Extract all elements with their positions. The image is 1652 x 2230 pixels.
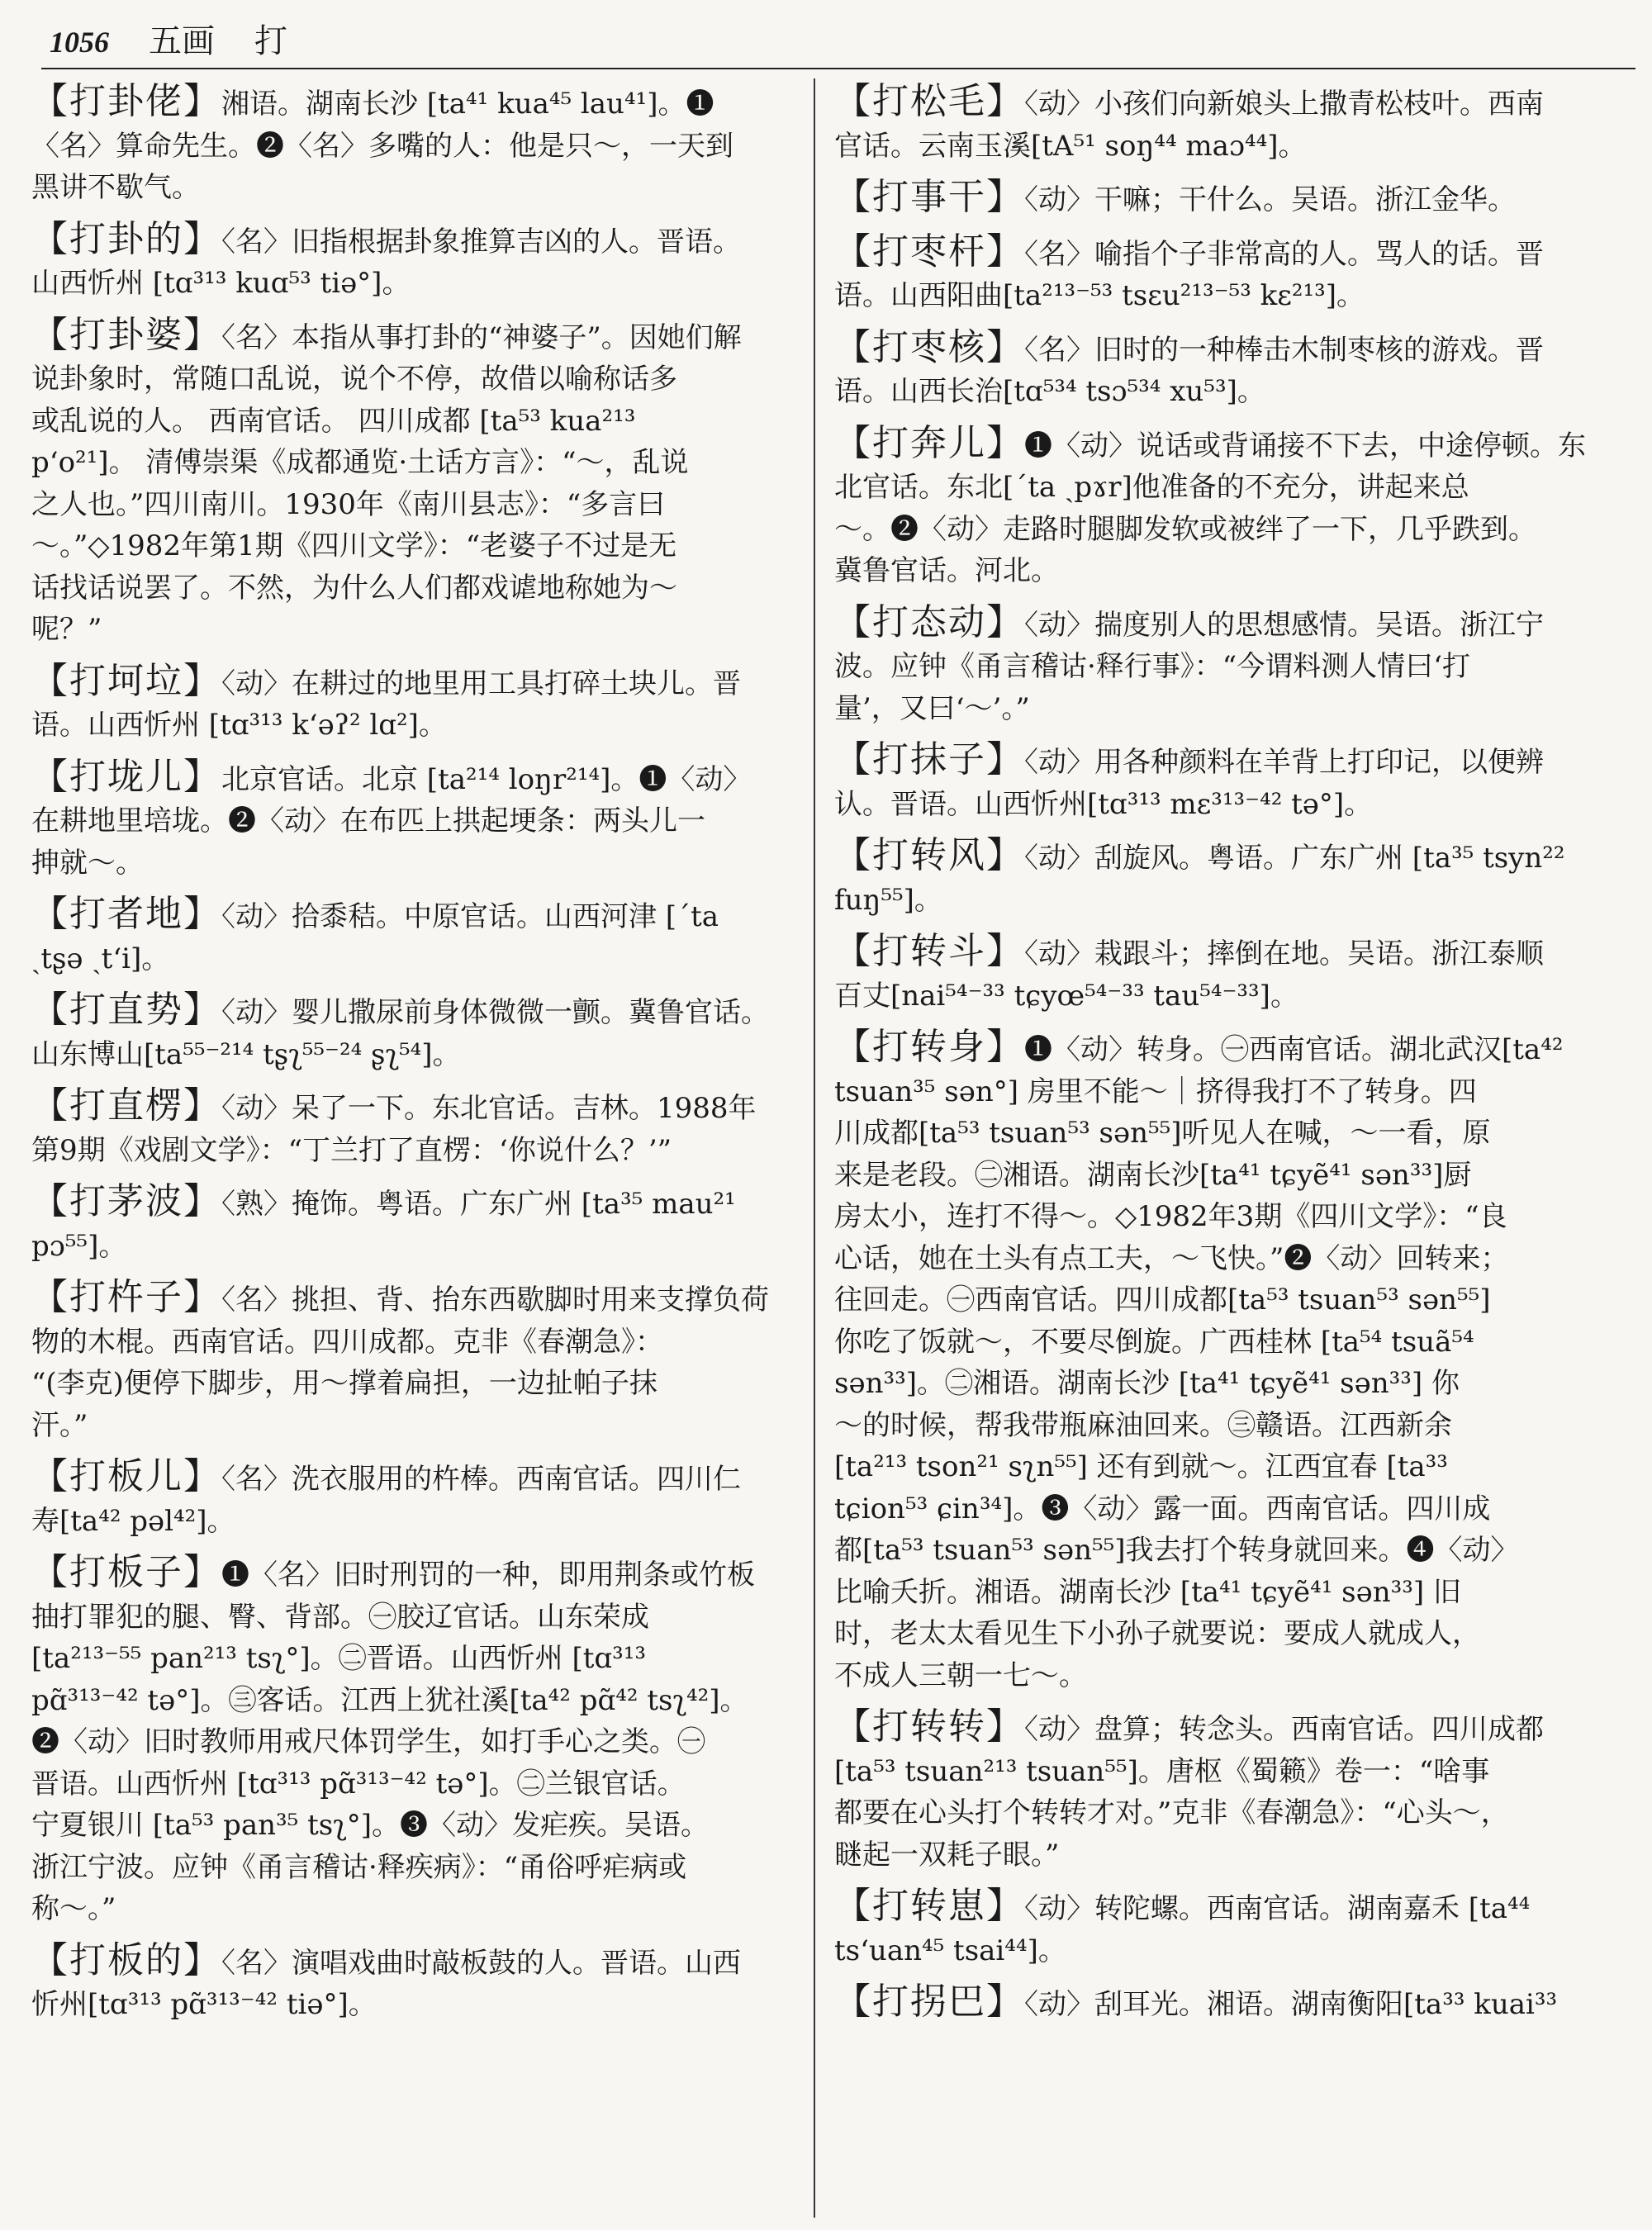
dictionary-entry — [834, 231, 1640, 317]
dictionary-entry — [31, 757, 795, 885]
dictionary-entry — [834, 327, 1640, 413]
left-column — [31, 81, 795, 2220]
entry-headword: 【打转转】 — [834, 1706, 1024, 1748]
dictionary-entry — [834, 739, 1640, 825]
dictionary-entry — [834, 423, 1640, 592]
entry-definition: 〈动〉婴儿撒尿前身体微微一颤。冀鲁官话。 山东博山[ta⁵⁵⁻²¹⁴ tʂʅ⁵⁵⁻²⁴ ʂʅ⁵⁴]。 — [31, 996, 769, 1071]
dictionary-entry — [834, 835, 1640, 921]
entry-definition: ❶〈名〉旧时刑罚的一种，即用荆条或竹板 抽打罪犯的腿、臀、背部。㊀胶辽官话。山东荣成 [ta²¹³⁻⁵⁵ pan²¹³ tsʅ°]。㊁晋语。山西忻州 [tɑ³¹³ pɑ̃³¹³⁻⁴² tə°]。㊂客话。江西上犹社溪[ta⁴² pɑ̃⁴² tsʅ⁴²]。 ❷〈动〉旧时教师用戒尺体罚学生，如打手心之类。㊀ 晋语。山西忻州 [tɑ³¹³ pɑ̃³¹³⁻⁴² tə°]。㊁兰银官话。 宁夏银川 [ta⁵³ pan³⁵ tsʅ°]。❸〈动〉发疟疾。吴语。 浙江宁波。应钟《甬言稽诂·释疾病》：“甬俗呼疟病或 称～。” — [31, 1559, 755, 1925]
dictionary-entry — [834, 1027, 1640, 1696]
entry-definition: 〈动〉转陀螺。西南官话。湖南嘉禾 [ta⁴⁴ tsʻuan⁴⁵ tsai⁴⁴]。 — [834, 1892, 1531, 1967]
entry-definition: 〈动〉小孩们向新娘头上撒青松枝叶。西南 官话。云南玉溪[tA⁵¹ soŋ⁴⁴ maɔ⁴⁴]。 — [834, 88, 1544, 163]
entry-headword: 【打转风】 — [834, 834, 1024, 876]
entry-headword: 【打转身】 — [834, 1026, 1024, 1068]
dictionary-entry — [834, 1886, 1640, 1971]
entry-definition: 〈动〉在耕过的地里用工具打碎土块儿。晋 语。山西忻州 [tɑ³¹³ kʻəʔ² lɑ²]。 — [31, 667, 741, 742]
entry-definition: 〈动〉呆了一下。东北官话。吉林。1988年 第9期《戏剧文学》：“丁兰打了直楞：‘你说什么？’” — [31, 1092, 757, 1167]
entry-definition: 〈动〉用各种颜料在羊背上打印记，以便辨 认。晋语。山西忻州[tɑ³¹³ mɛ³¹³⁻⁴² tə°]。 — [834, 746, 1544, 821]
entry-headword: 【打垅儿】 — [31, 755, 221, 798]
entry-definition: 〈动〉刮旋风。粤语。广东广州 [ta³⁵ tsyn²² fuŋ⁵⁵]。 — [834, 842, 1565, 917]
column-divider — [814, 78, 815, 2218]
entry-definition: 〈动〉刮耳光。湘语。湖南衡阳[ta³³ kuai³³ — [1024, 1988, 1558, 2021]
entry-definition: 〈名〉旧指根据卦象推算吉凶的人。晋语。 山西忻州 [tɑ³¹³ kuɑ⁵³ tiə°]。 — [31, 225, 741, 300]
dictionary-entry — [834, 1706, 1640, 1876]
entry-headword: 【打拐巴】 — [834, 1981, 1024, 2023]
entry-headword: 【打卦的】 — [31, 217, 221, 260]
entry-definition: 〈熟〉掩饰。粤语。广东广州 [ta³⁵ mau²¹ pɔ⁵⁵]。 — [31, 1188, 736, 1263]
right-column — [834, 81, 1640, 2220]
dictionary-entry — [31, 989, 795, 1075]
dictionary-entry — [834, 177, 1640, 221]
header-rule — [41, 68, 1635, 69]
dictionary-entry — [31, 894, 795, 980]
entry-headword: 【打态动】 — [834, 600, 1024, 643]
dictionary-entry — [31, 1552, 795, 1930]
dictionary-entry — [31, 219, 795, 305]
dictionary-entry — [834, 81, 1640, 167]
entry-headword: 【打板子】 — [31, 1551, 221, 1593]
entry-headword: 【打板的】 — [31, 1938, 221, 1981]
entry-headword: 【打奔儿】 — [834, 421, 1024, 464]
entry-headword: 【打者地】 — [31, 893, 221, 935]
head-character: 打 — [254, 22, 287, 60]
page-header — [50, 15, 1635, 64]
entry-headword: 【打板儿】 — [31, 1455, 221, 1497]
entry-definition: 〈动〉干嘛；干什么。吴语。浙江金华。 — [1024, 183, 1516, 216]
entry-definition: 〈动〉揣度别人的思想感情。吴语。浙江宁 波。应钟《甬言稽诂·释行事》：“今谓料测人情曰‘打 量’，又曰‘～’。” — [834, 608, 1544, 725]
page-number: 1056 — [50, 26, 109, 59]
dictionary-entry — [31, 1940, 795, 2026]
entry-headword: 【打坷垃】 — [31, 659, 221, 702]
entry-headword: 【打抹子】 — [834, 738, 1024, 780]
dictionary-entry — [31, 1085, 795, 1171]
entry-headword: 【打卦婆】 — [31, 313, 221, 356]
entry-definition: ❶〈动〉转身。㊀西南官话。湖北武汉[ta⁴² tsuan³⁵ sən°] 房里不能～｜挤得我打不了转身。四 川成都[ta⁵³ tsuan⁵³ sən⁵⁵]听见人在喊，～一看，原 来是老段。㊁湘语。湖南长沙[ta⁴¹ tɕyẽ⁴¹ sən³³]厨 房太小，连打不得～。◇1982年3期《四川文学》：“良 心话，她在土头有点工夫，～飞快。”❷〈动〉回转来； 往回走。㊀西南官话。四川成都[ta⁵³ tsuan⁵³ sən⁵⁵] 你吃了饭就～，不要尽倒旋。广西桂林 [ta⁵⁴ tsuã⁵⁴ sən³³]。㊁湘语。湖南长沙 [ta⁴¹ tɕyẽ⁴¹ sən³³] 你 ～的时候，帮我带瓶麻油回来。㊂赣语。江西新余 [ta²¹³ tson²¹ sʅn⁵⁵] 还有到就～。江西宜春 [ta³³ tɕion⁵³ ɕin³⁴]。❸〈动〉露一面。西南官话。四川成 都[ta⁵³ tsuan⁵³ sən⁵⁵]我去打个转身就回来。❹〈动〉 比喻夭折。湘语。湖南长沙 [ta⁴¹ tɕyẽ⁴¹ sən³³] 旧 时，老太太看见生下小孙子就要说：要成人就成人， 不成人三朝一七～。 — [834, 1033, 1564, 1692]
entry-definition: ❶〈动〉说话或背诵接不下去，中途停顿。东 北官话。东北[ˊta ˏpɤr]他准备的不充分，讲起来总 ～。❷〈动〉走路时腿脚发软或被绊了一下，几乎跌到。 冀鲁官话。河北。 — [834, 429, 1586, 587]
dictionary-entry — [834, 1981, 1640, 2026]
dictionary-entry — [834, 602, 1640, 730]
entry-headword: 【打松毛】 — [834, 81, 1024, 122]
dictionary-entry — [31, 81, 795, 209]
entry-definition: 〈名〉喻指个子非常高的人。骂人的话。晋 语。山西阳曲[ta²¹³⁻⁵³ tsɛu²¹³⁻⁵³ kɛ²¹³]。 — [834, 237, 1544, 312]
entry-headword: 【打转崽】 — [834, 1885, 1024, 1927]
dictionary-entry — [31, 315, 795, 651]
dictionary-entry — [31, 1277, 795, 1446]
entry-headword: 【打直势】 — [31, 989, 221, 1031]
section-label: 五画 — [149, 22, 215, 60]
dictionary-entry — [834, 931, 1640, 1017]
entry-headword: 【打转斗】 — [834, 930, 1024, 972]
dictionary-entry — [31, 1456, 795, 1542]
entry-definition: 〈动〉拾黍秸。中原官话。山西河津 [ˊta ˏtʂə ˏtʻi]。 — [31, 900, 719, 975]
entry-headword: 【打枣核】 — [834, 325, 1024, 368]
entry-definition: 〈名〉旧时的一种棒击木制枣核的游戏。晋 语。山西长治[tɑ⁵³⁴ tsɔ⁵³⁴ xu⁵³]。 — [834, 333, 1544, 408]
entry-definition: 〈名〉洗衣服用的杵棒。西南官话。四川仁 寿[ta⁴² pəl⁴²]。 — [31, 1463, 741, 1538]
entry-definition: 〈动〉栽跟斗；摔倒在地。吴语。浙江泰顺 百丈[nai⁵⁴⁻³³ tɕyœ⁵⁴⁻³³ tau⁵⁴⁻³³]。 — [834, 937, 1544, 1013]
entry-definition: 北京官话。北京 [ta²¹⁴ loŋr²¹⁴]。❶〈动〉 在耕地里培垅。❷〈动〉在布匹上拱起埂条：两头儿一 抻就～。 — [31, 762, 752, 880]
entry-headword: 【打事干】 — [834, 176, 1024, 218]
entry-headword: 【打卦佬】 — [31, 81, 221, 122]
entry-definition: 〈名〉演唱戏曲时敲板鼓的人。晋语。山西 忻州[tɑ³¹³ pɑ̃³¹³⁻⁴² tiə°]。 — [31, 1946, 741, 2021]
entry-definition: 湘语。湖南长沙 [ta⁴¹ kua⁴⁵ lau⁴¹]。❶ 〈名〉算命先生。❷〈名〉多嘴的人：他是只～，一天到 黑讲不歇气。 — [31, 88, 733, 204]
entry-headword: 【打枣杆】 — [834, 230, 1024, 273]
entry-definition: 〈名〉挑担、背、抬东西歇脚时用来支撑负荷 物的木棍。西南官话。四川成都。克非《春潮急》： “(李克)便停下脚步，用～撑着扁担，一边扯帕子抹 汗。” — [31, 1283, 769, 1442]
entry-definition: 〈名〉本指从事打卦的“神婆子”。因她们解 说卦象时，常随口乱说，说个不停，故借以喻称话多 或乱说的人。 西南官话。 四川成都 [ta⁵³ kua²¹³ pʻo²¹]。 清傅崇渠《成都通览·土话方言》：“～，乱说 之人也。”四川南川。1930年《南川县志》：“多言曰 ～。”◇1982年第1期《四川文学》：“老婆子不过是无 话找话说罢了。不然，为什么人们都戏谑地称她为～ 呢？” — [31, 320, 742, 646]
dictionary-entry — [31, 661, 795, 747]
entry-definition: 〈动〉盘算；转念头。西南官话。四川成都 [ta⁵³ tsuan²¹³ tsuan⁵⁵]。唐枢《蜀籁》卷一：“啥事 都要在心头打个转转才对。”克非《春潮急》：“心头～， 瞇起一双耗子眼。” — [834, 1713, 1544, 1872]
entry-headword: 【打杵子】 — [31, 1276, 221, 1318]
dictionary-entry — [31, 1181, 795, 1267]
entry-headword: 【打直楞】 — [31, 1084, 221, 1127]
entry-headword: 【打茅波】 — [31, 1180, 221, 1222]
